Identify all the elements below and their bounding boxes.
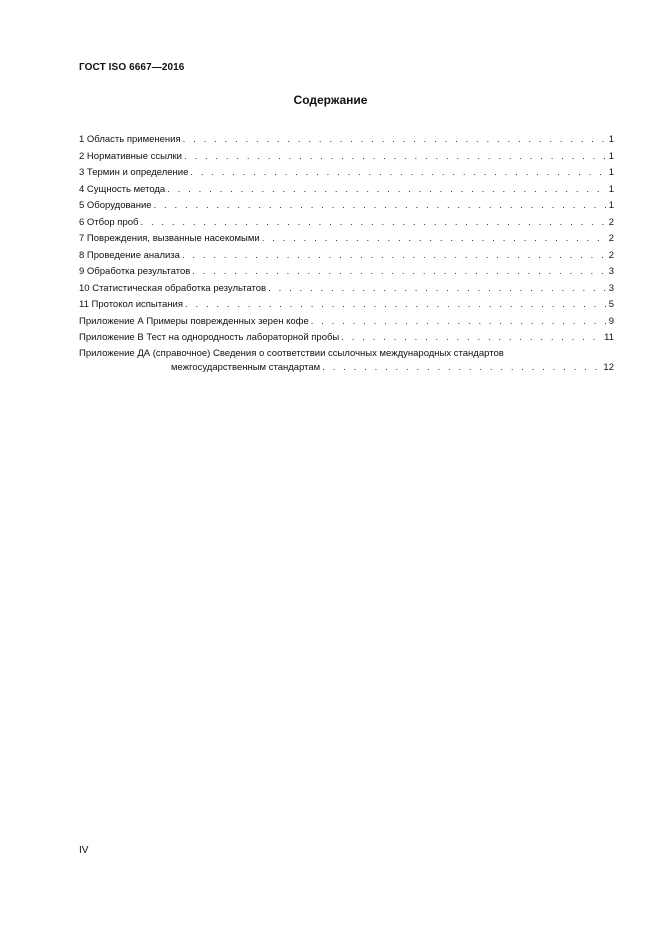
toc-item-page: 1 bbox=[608, 167, 614, 178]
toc-leader-dots bbox=[192, 264, 606, 281]
toc-item-label: 11 Протокол испытания bbox=[79, 299, 183, 310]
toc-item-page: 3 bbox=[608, 282, 614, 294]
toc-item-page: 5 bbox=[608, 299, 614, 310]
toc-item-label: Приложение А Примеры поврежденных зерен кофе bbox=[79, 315, 309, 327]
toc-item-page: 9 bbox=[608, 315, 614, 327]
toc-item-page: 2 bbox=[608, 216, 614, 228]
toc-item[interactable] bbox=[79, 132, 614, 149]
toc-item[interactable] bbox=[79, 330, 614, 347]
toc-item-label: 8 Проведение анализа bbox=[79, 249, 180, 261]
toc-item-label: Приложение ДА (справочное) Сведения о соответствии ссылочных международных стандартов bbox=[79, 347, 504, 359]
toc-leader-dots bbox=[268, 281, 606, 298]
toc-leader-dots bbox=[262, 231, 606, 248]
toc-leader-dots bbox=[140, 215, 606, 232]
toc-leader-dots bbox=[183, 132, 606, 149]
toc-leader-dots bbox=[322, 361, 601, 375]
toc-item-page: 12 bbox=[603, 361, 614, 373]
toc-leader-dots bbox=[154, 198, 606, 215]
toc-item[interactable] bbox=[79, 347, 614, 375]
toc-item-page: 1 bbox=[608, 200, 614, 211]
toc-item-page: 3 bbox=[608, 266, 614, 277]
toc-item-page: 1 bbox=[608, 134, 614, 145]
toc-item-label: 1 Область применения bbox=[79, 134, 181, 145]
toc-item-label: 2 Нормативные ссылки bbox=[79, 150, 182, 162]
toc-leader-dots bbox=[167, 182, 606, 199]
toc-item[interactable] bbox=[79, 182, 614, 199]
toc-item-page: 11 bbox=[604, 332, 614, 343]
toc-item-page: 2 bbox=[608, 233, 614, 244]
page-number: IV bbox=[79, 845, 89, 856]
toc-leader-dots bbox=[190, 165, 606, 182]
toc-item-page: 2 bbox=[608, 249, 614, 261]
toc-item[interactable] bbox=[79, 198, 614, 215]
toc-item[interactable] bbox=[79, 281, 614, 298]
toc-item-page: 1 bbox=[608, 183, 614, 195]
toc-leader-dots bbox=[185, 297, 606, 314]
toc-leader-dots bbox=[182, 248, 606, 265]
toc-item[interactable] bbox=[79, 264, 614, 281]
toc-item-page: 1 bbox=[608, 150, 614, 162]
toc-item-label: 9 Обработка результатов bbox=[79, 266, 191, 277]
toc-leader-dots bbox=[184, 149, 606, 166]
toc-item[interactable] bbox=[79, 165, 614, 182]
toc-item[interactable] bbox=[79, 231, 614, 248]
toc-item-label: 6 Отбор проб bbox=[79, 216, 139, 228]
toc-item-label: 7 Повреждения, вызванные насекомыми bbox=[79, 233, 260, 244]
toc-item-label: Приложение В Тест на однородность лабораторной пробы bbox=[79, 332, 340, 343]
toc-item[interactable] bbox=[79, 248, 614, 265]
toc-item[interactable] bbox=[79, 149, 614, 166]
toc-item-label: 4 Сущность метода bbox=[79, 183, 166, 195]
toc-item[interactable] bbox=[79, 215, 614, 232]
toc-leader-dots bbox=[341, 330, 602, 347]
toc-item-label: 10 Статистическая обработка результатов bbox=[79, 282, 267, 294]
toc-leader-dots bbox=[311, 314, 606, 331]
toc-item-label: 5 Оборудование bbox=[79, 200, 152, 211]
document-code: ГОСТ ISO 6667—2016 bbox=[79, 62, 185, 73]
toc-item-label-continued: межгосударственным стандартам bbox=[171, 361, 321, 373]
toc-item-label: 3 Термин и определение bbox=[79, 167, 189, 178]
toc-title: Содержание bbox=[293, 93, 368, 107]
toc-item[interactable] bbox=[79, 314, 614, 331]
table-of-contents bbox=[79, 132, 614, 375]
toc-item[interactable] bbox=[79, 297, 614, 314]
